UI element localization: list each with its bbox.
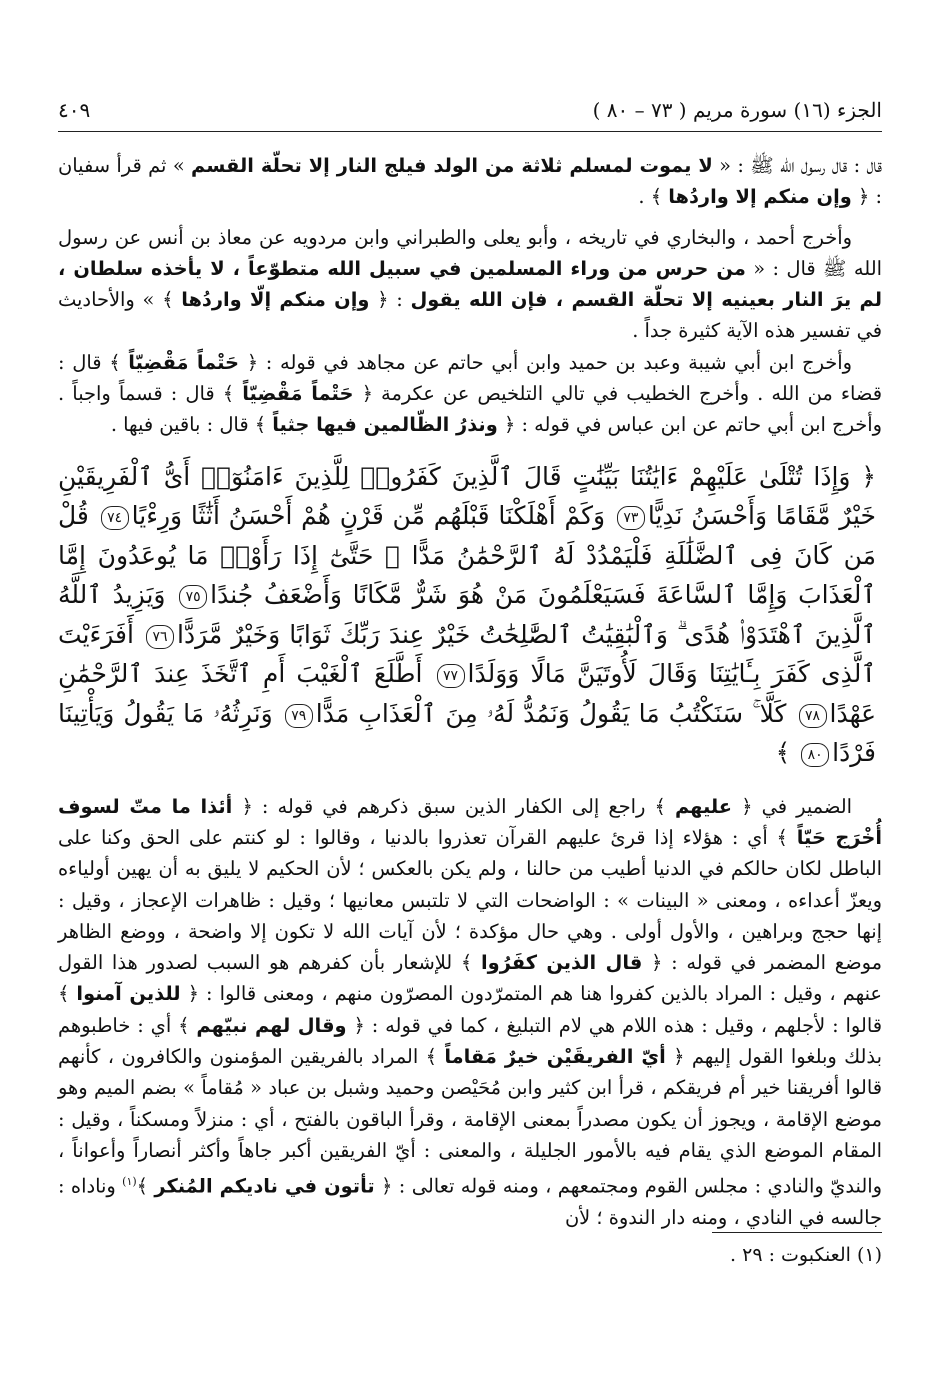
paragraph-4: [58, 791, 882, 1234]
paragraph-1: [58, 150, 882, 213]
text: ﴾ .: [638, 185, 669, 209]
text: ﴾ أي : خاطبوهم بذلك وبلغوا القول إليهم ﴿: [58, 1013, 882, 1069]
quran-quote: تأتون في ناديكم المُنكر: [154, 1174, 375, 1198]
ayah-text: وَيَزِيدُ ٱللَّهُ ٱلَّذِينَ ٱهْتَدَوْا۟ هُدًى ۗ وَٱلْبَٰقِيَٰتُ ٱلصَّٰلِحَٰتُ خَيْرٌ عِندَ رَبِّكَ ثَوَابًا وَخَيْرٌ مَّرَدًّا: [58, 580, 876, 649]
quran-quote: عليهم: [674, 794, 733, 818]
ayah-text: وَإِذَا تُتْلَىٰ عَلَيْهِمْ ءَايَٰتُنَا بَيِّنَٰتٍ قَالَ ٱلَّذِينَ كَفَرُوا۟ لِلَّذِينَ ءَامَنُوٓا۟ أَىُّ ٱلْفَرِيقَيْنِ خَيْرٌ مَّقَامًا وَأَحْسَنُ نَدِيًّا: [58, 461, 876, 531]
text: ﴾ للإشعار بأن كفرهم هو السبب لصدور هذا القول عنهم ، وقيل : المراد بالذين كفروا هنا هم المتمرّدون المصرّون منهم ، ومعنى قالوا : ﴿: [58, 951, 882, 1006]
hadith-text: لا يموت لمسلم ثلاثة من الولد فيلج النار إلا تحلّة القسم: [191, 154, 713, 177]
text: ﴾ المراد بالفريقين المؤمنون والكافرون ، كأنهم قالوا أفريقنا خير أم فريقكم ، قرأ ابن كثير وابن مُحَيْصن وحميد وشبل بن عباد « مُقاماً » بضم الميم وهو موضع الإقامة ، ويجوز أن يكون مصدراً بمعنى الإقامة ، وقرأ الباقون بالفتح ، أي : منزلاً ومسكناً ، وقيل : المقام الموضع الذي يقام فيه بالأمور الجليلة ، والمعنى : أيّ الفريقين أكبر جاهاً وأكثر أنصاراً وأعواناً ، والنديّ والنادي : مجلس القوم ومجتمعهم ، ومنه قوله تعالى : ﴿: [58, 1045, 883, 1198]
text: ﴾: [136, 1174, 155, 1198]
page-body: [58, 150, 882, 1233]
text: : ﴿: [369, 288, 411, 312]
text: قال : قال رسول الله ﷺ : «: [712, 154, 882, 177]
text: ﴾ قال : قسماً واجباً . وأخرج ابن أبي حاتم عن ابن عباس في قوله : ﴿: [58, 382, 882, 437]
ayah-number: ٧٣: [617, 506, 645, 530]
page-number: ٤٠٩: [58, 98, 91, 122]
ayah-number: ٧٤: [101, 506, 129, 530]
text: وأخرج أحمد ، والبخاري في تاريخه ، وأبو يعلى والطبراني وابن مردويه عن معاذ بن أنس عن رسول الله ﷺ قال : «: [58, 225, 882, 280]
quran-quote: قال الذين كفَرُوا: [481, 951, 643, 975]
text: » ثم قرأ سفيان : ﴿: [58, 154, 882, 209]
hadith-text: من حرس من وراء المسلمين في سبيل الله متطوّعاً ، لا يأخذه سلطان ، لم يرَ النار بعينيه إلا تحلّة القسم ، فإن الله يقول: [58, 256, 882, 312]
quran-verses: [58, 453, 882, 779]
page-header: [58, 94, 882, 126]
paragraph-2: [58, 222, 882, 347]
footnote-ref: (١): [122, 1175, 137, 1189]
text: ﴾ قال : قضاء من الله . وأخرج الخطيب في تالي التلخيص عن عكرمة ﴿: [58, 350, 883, 406]
header-title: الجزء (١٦) سورة مريم ( ٧٣ – ٨٠ ): [592, 98, 882, 122]
bracket: ﴾: [775, 738, 791, 768]
ayah-text: أَطَّلَعَ ٱلْغَيْبَ أَمِ ٱتَّخَذَ عِندَ ٱلرَّحْمَٰنِ عَهْدًا: [58, 659, 877, 728]
text: ﴾ راجع إلى الكفار الذين سبق ذكرهم في قوله : ﴿: [232, 794, 675, 818]
ayah-text: أَفَرَءَيْتَ ٱلَّذِى كَفَرَ بِـَٔايَٰتِنَا وَقَالَ لَأُوتَيَنَّ مَالًا وَوَلَدًا: [58, 619, 876, 689]
ayah-text: وَكَمْ أَهْلَكْنَا قَبْلَهُم مِّن قَرْنٍ هُمْ أَحْسَنُ أَثَٰثًا وَرِءْيًا: [131, 501, 606, 531]
quran-quote: حَتْماً مَقْضِيّاً: [128, 350, 240, 374]
ayah-text: كَلَّا ۚ سَنَكْتُبُ مَا يَقُولُ وَنَمُدُّ لَهُۥ مِنَ ٱلْعَذَابِ مَدًّا: [315, 698, 787, 728]
ayah-number: ٧٩: [285, 704, 313, 728]
footnote: (١) العنكبوت : ٢٩ .: [730, 1244, 882, 1266]
quran-quote: وإن منكم إلّا واردُها: [181, 288, 370, 312]
text: ﴾ قال : باقين فيها .: [110, 413, 273, 437]
text: الضمير في ﴿: [732, 794, 852, 818]
bracket: ﴿: [861, 461, 876, 491]
quran-quote: أيّ الفريقَيْن خيرٌ مَقاماً: [444, 1045, 666, 1069]
ayah-number: ٧٧: [437, 664, 465, 688]
ayah-number: ٧٥: [179, 585, 207, 609]
quran-quote: ونذرُ الظّالمين فيها جثياً: [272, 413, 498, 437]
footnote-divider: [712, 1232, 882, 1233]
ayah-number: ٨٠: [801, 743, 829, 767]
text: ﴾ » والأحاديث في تفسير هذه الآية كثيرة جداً .: [58, 288, 882, 343]
text: وناداه : جالسه في النادي ، ومنه دار الندوة ؛ لأن: [58, 1174, 882, 1229]
text: ﴾ أي : هؤلاء إذا قرئ عليهم القرآن تعذروا بالدنيا ، وقالوا : لو كنتم على الحق وكنا على الباطل لكان حالكم في الدنيا أطيب من حالنا ، ولم يكن بالعكس ؛ لأن الحكيم لا يليق به أن يهين أولياءه ويعزّ أعداءه ، ومعنى « البينات » : الواضحات التي لا تلتبس معانيها ؛ وقيل : ظاهرات الإعجاز ، وقيل : إنها حجج وبراهين ، والأول أولى . وهي حال مؤكدة ؛ لأن آيات الله لا تكون إلا واضحة ، ووضع الظاهر موضع المضمر في قوله : ﴿: [58, 825, 882, 975]
text: وأخرج ابن أبي شيبة وعبد بن حميد وابن أبي حاتم عن مجاهد في قوله : ﴿: [239, 350, 853, 374]
quran-quote: للذين آمنوا: [76, 982, 181, 1006]
quran-quote: أئذا ما متّ لسوف أُخْرَج حَيّاً: [58, 794, 882, 849]
paragraph-3: [58, 347, 882, 441]
text: ﴾ قالوا : لأجلهم ، وقيل : هذه اللام هي لام التبليغ ، كما في قوله : ﴿: [58, 982, 882, 1037]
ayah-text: قُلْ مَن كَانَ فِى ٱلضَّلَٰلَةِ فَلْيَمْدُدْ لَهُ ٱلرَّحْمَٰنُ مَدًّا ۚ حَتَّىٰٓ إِذَا رَأَوْا۟ مَا يُوعَدُونَ إِمَّا ٱلْعَذَابَ وَإِمَّا ٱلسَّاعَةَ فَسَيَعْلَمُونَ مَنْ هُوَ شَرٌّ مَّكَانًا وَأَضْعَفُ جُندًا: [58, 501, 876, 610]
header-divider: [58, 131, 882, 132]
quran-quote: حَتْماً مَقْضِيّاً: [242, 382, 354, 406]
quran-quote: وإن منكم إلا واردُها: [668, 185, 852, 209]
ayah-text: وَنَرِثُهُۥ مَا يَقُولُ وَيَأْتِينَا فَرْدًا: [58, 698, 876, 768]
ayah-number: ٧٦: [146, 625, 174, 649]
ayah-number: ٧٨: [799, 704, 827, 728]
quran-quote: وقال لهم نبيّهم: [196, 1013, 347, 1037]
